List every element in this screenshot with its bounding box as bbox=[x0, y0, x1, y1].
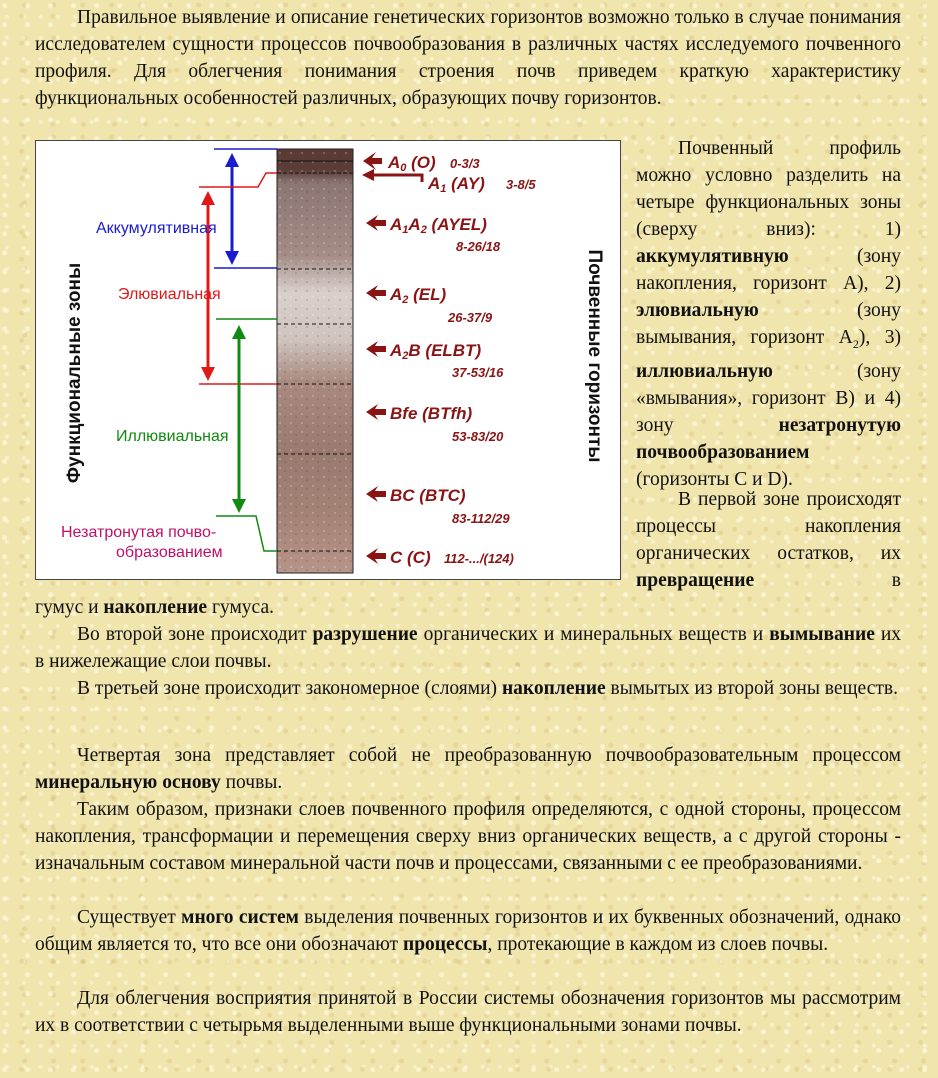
paragraph-summary: Таким образом, признаки слоев почвенного профиля определяются, с одной стороны, процессом накопления, трансформации и перемещения сверху вниз органических веществ, а с другой стороны - изначальным составом минеральной части почв и процессами, связанными с ее преобразованиями. bbox=[35, 799, 901, 874]
paragraph-third-zone: В третьей зоне происходит закономерное (слоями) накопление вымытых из второй зоны веществ. bbox=[77, 678, 898, 699]
zone-label-eluvial: Элювиальная bbox=[118, 286, 221, 303]
horizon-label-c: C (C) bbox=[390, 548, 431, 567]
horizon-depth-a0: 0-3/3 bbox=[450, 156, 480, 171]
paragraph-russian-system: Для облегчения восприятия принятой в России системы обозначения горизонтов мы рассмотрим их в соответствии с четырьмя выделенными выше функциональными зонами почвы. bbox=[35, 988, 901, 1036]
paragraph-fourth-zone: Четвертая зона представляет собой не преобразованную почвообразовательным процессом минеральную основу почвы. bbox=[35, 745, 901, 793]
zone-label-illuvial: Иллювиальная bbox=[116, 428, 229, 445]
paragraph-second-zone: Во второй зоне происходит разрушение органических и минеральных веществ и вымывание их в нижележащие слои почвы. bbox=[35, 624, 902, 672]
horizon-label-a0: A0 (O) bbox=[388, 153, 436, 174]
zone-label-untouched-2: образованием bbox=[116, 544, 223, 561]
horizon-label-a2: A2 (EL) bbox=[390, 285, 447, 306]
horizon-depth-a1: 3-8/5 bbox=[506, 177, 536, 192]
paragraph-humus: гумус и накопление гумуса. bbox=[35, 597, 274, 618]
intro-paragraph: Правильное выявление и описание генетических горизонтов возможно только в случае понимания исследователем сущности процессов почвообразования в различных частях исследуемого почвенного профиля. Для облегчения понимания строения почв приведем краткую характеристику функциональных особенностей различных, образующих почву горизонтов. bbox=[35, 7, 901, 109]
horizon-depth-c: 112-.../(124) bbox=[444, 551, 514, 566]
horizon-label-bfe: Bfe (BTfh) bbox=[390, 404, 473, 423]
soil-profile-figure bbox=[35, 140, 621, 580]
horizon-depth-a2b: 37-53/16 bbox=[452, 365, 504, 380]
zone-label-untouched-1: Незатронутая почво- bbox=[61, 524, 217, 541]
horizon-label-a1: A1 (AY) bbox=[428, 174, 485, 195]
horizon-depth-bc: 83-112/29 bbox=[452, 511, 510, 526]
horizon-depth-a1a2: 8-26/18 bbox=[456, 239, 501, 254]
horizon-label-a1a2: A1A2 (AYEL) bbox=[390, 215, 487, 236]
side-paragraph-first-zone: В первой зоне происходят процессы накопления органических остатков, их превращение в bbox=[636, 489, 901, 591]
soil-horizons-title: Почвенные горизонты bbox=[584, 249, 605, 463]
functional-zones-title: Функциональные зоны bbox=[64, 262, 85, 484]
side-paragraph-zones: Почвенный профиль можно условно разделить на четыре функциональных зоны (сверху вниз): 1) аккумулятивную (зону накопления, горизонт А), 2) элювиальную (зону вымывания, горизонт $А_2$), 3) иллювиальную (зону «вмывания», горизонт В) и 4) зону незатронутую почвообразованием (горизонты С и D). bbox=[636, 138, 901, 490]
zone-label-accumulative: Аккумулятивная bbox=[96, 220, 217, 237]
horizon-label-bc: BC (BTC) bbox=[390, 486, 466, 505]
horizon-depth-bfe: 53-83/20 bbox=[452, 429, 504, 444]
accumulative-zone-bracket bbox=[214, 149, 277, 268]
horizon-depth-a2: 26-37/9 bbox=[448, 310, 493, 325]
paragraph-systems: Существует много систем выделения почвенных горизонтов и их буквенных обозначений, однако общим является то, что все они обозначают процессы, протекающие в каждом из слоев почвы. bbox=[35, 907, 902, 955]
horizon-label-a2b: A2B (ELBT) bbox=[390, 341, 482, 362]
